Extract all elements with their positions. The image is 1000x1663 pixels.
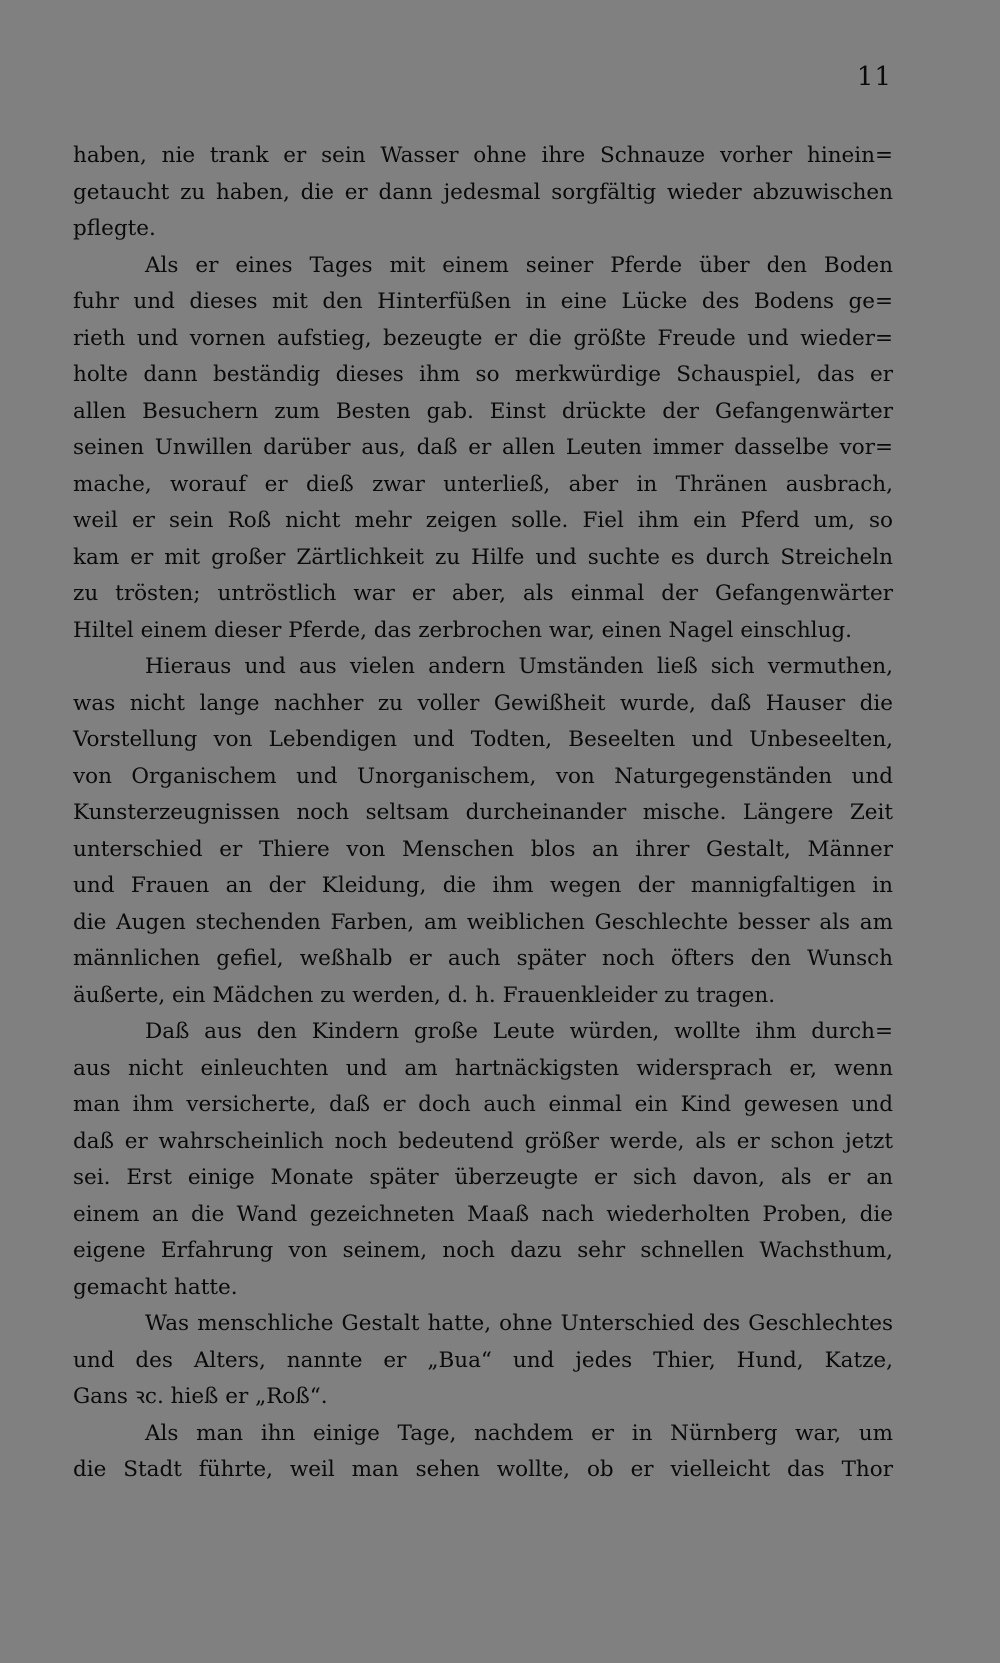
text-line: eigene Erfahrung von seinem, noch dazu sehr schnellen Wachsthum,: [73, 1238, 893, 1263]
text-line: von Organischem und Unorganischem, von Naturgegenständen und: [73, 763, 893, 789]
text-line: Als man ihn einige Tage, nachdem er in Nürnberg war, um: [145, 1420, 893, 1446]
text-line: mache, worauf er dieß zwar unterließ, aber in Thränen ausbrach,: [73, 471, 893, 497]
text-line: holte dann beständig dieses ihm so merkwürdige Schauspiel, das er: [73, 362, 893, 387]
text-line: Als er eines Tages mit einem seiner Pferde über den Boden: [145, 252, 893, 278]
text-line: gemacht hatte.: [73, 1274, 238, 1300]
text-line: Kunsterzeugnissen noch seltsam durcheinander mische. Längere Zeit: [73, 800, 893, 825]
text-line: pflegte.: [73, 216, 156, 241]
text-line: daß er wahrscheinlich noch bedeutend größer werde, als er schon jetzt: [73, 1128, 893, 1154]
text-line: Hieraus und aus vielen andern Umständen ließ sich vermuthen,: [145, 654, 893, 679]
text-line: haben, nie trank er sein Wasser ohne ihre Schnauze vorher hinein=: [73, 143, 893, 168]
text-line: seinen Unwillen darüber aus, daß er allen Leuten immer dasselbe vor=: [73, 435, 893, 460]
text-line: und des Alters, nannte er „Bua“ und jedes Thier, Hund, Katze,: [73, 1347, 893, 1373]
text-line: Gans ꝛc. hieß er „Roß“.: [73, 1384, 328, 1409]
text-line: Hiltel einem dieser Pferde, das zerbrochen war, einen Nagel einschlug.: [73, 617, 853, 643]
text-line: die Stadt führte, weil man sehen wollte, ob er vielleicht das Thor: [73, 1457, 893, 1482]
text-line: unterschied er Thiere von Menschen blos an ihrer Gestalt, Männer: [73, 836, 893, 862]
text-line: männlichen gefiel, weßhalb er auch später noch öfters den Wunsch: [73, 946, 893, 971]
text-line: Daß aus den Kindern große Leute würden, wollte ihm durch=: [145, 1019, 893, 1044]
text-line: einem an die Wand gezeichneten Maaß nach wiederholten Proben, die: [73, 1201, 893, 1227]
text-line: die Augen stechenden Farben, am weiblichen Geschlechte besser als am: [73, 909, 893, 935]
text-line: fuhr und dieses mit den Hinterfüßen in eine Lücke des Bodens ge=: [73, 289, 893, 314]
text-line: Was menschliche Gestalt hatte, ohne Unterschied des Geschlechtes: [145, 1311, 893, 1336]
text-line: äußerte, ein Mädchen zu werden, d. h. Frauenkleider zu tragen.: [73, 982, 776, 1008]
text-line: was nicht lange nachher zu voller Gewißheit wurde, daß Hauser die: [73, 690, 893, 716]
text-line: sei. Erst einige Monate später überzeugte er sich davon, als er an: [73, 1165, 893, 1190]
text-line: allen Besuchern zum Besten gab. Einst drückte der Gefangenwärter: [73, 398, 893, 424]
text-line: Vorstellung von Lebendigen und Todten, Beseelten und Unbeseelten,: [73, 727, 893, 752]
body-text: [73, 138, 893, 1489]
text-line: kam er mit großer Zärtlichkeit zu Hilfe und suchte es durch Streicheln: [73, 544, 893, 570]
text-line: und Frauen an der Kleidung, die ihm wegen der mannigfaltigen in: [73, 873, 893, 898]
text-line: zu trösten; untröstlich war er aber, als einmal der Gefangenwärter: [73, 581, 893, 606]
text-line: weil er sein Roß nicht mehr zeigen solle. Fiel ihm ein Pferd um, so: [73, 508, 893, 533]
text-line: man ihm versicherte, daß er doch auch einmal ein Kind gewesen und: [73, 1092, 893, 1117]
text-line: aus nicht einleuchten und am hartnäckigsten widersprach er, wenn: [73, 1055, 893, 1081]
text-line: getaucht zu haben, die er dann jedesmal sorgfältig wieder abzuwischen: [73, 179, 893, 205]
text-line: rieth und vornen aufstieg, bezeugte er die größte Freude und wieder=: [73, 325, 893, 351]
page-number: 11: [856, 62, 892, 92]
